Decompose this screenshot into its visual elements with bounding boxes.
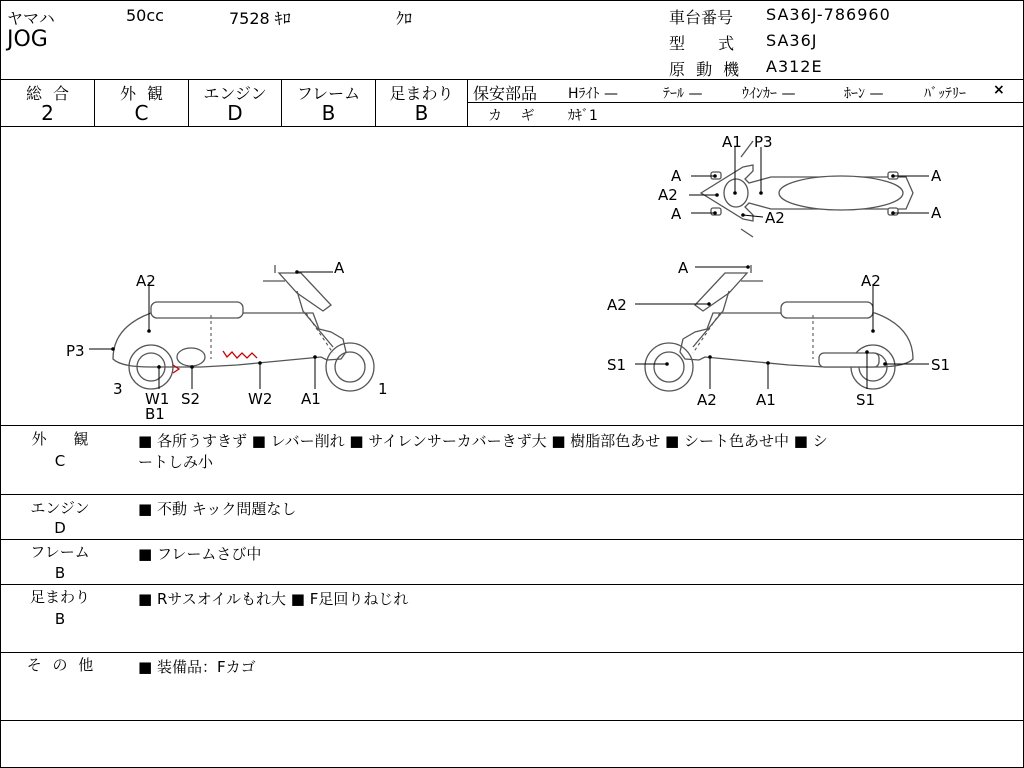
notes-grade-frame: B — [54, 564, 66, 582]
damage-code: A2 — [607, 296, 627, 314]
damage-code: A1 — [301, 390, 321, 408]
frame-no-value: SA36J-786960 — [766, 5, 891, 24]
grade-suspension-value: B — [414, 101, 429, 125]
grade-frame-label: フレーム — [296, 84, 361, 103]
damage-code: A — [931, 204, 942, 222]
grade-engine-label: エンジン — [203, 84, 267, 103]
divider — [1, 79, 1023, 80]
grade-exterior-label: 外 観 — [119, 84, 164, 103]
type-value: SA36J — [766, 31, 818, 50]
grade-exterior-value: C — [134, 101, 149, 125]
battery-missing-mark: × — [993, 82, 1005, 98]
safety-winker: ｳｲﾝｶｰ — — [742, 86, 796, 102]
damage-code: A2 — [765, 209, 785, 227]
grade-engine-value: D — [227, 101, 243, 125]
notes-grade-exterior: C — [54, 452, 66, 470]
damage-code: A — [678, 259, 689, 277]
damage-code: A — [671, 167, 682, 185]
frame-no-label: 車台番号 — [669, 8, 734, 27]
damage-code: A — [671, 205, 682, 223]
safety-horn: ﾎｰﾝ — — [844, 86, 884, 102]
safety-tail: ﾃｰﾙ — — [663, 86, 703, 102]
color-text: ｸﾛ — [396, 9, 413, 28]
damage-code: S1 — [931, 356, 951, 374]
notes-category-other: そ の 他 — [26, 656, 94, 674]
damage-code: A2 — [697, 391, 717, 409]
divider — [1, 652, 1023, 653]
safety-label: 保安部品 — [473, 84, 538, 103]
displacement-text: 50cc — [126, 6, 164, 25]
model-name: JOG — [7, 27, 48, 52]
damage-code: P3 — [66, 342, 85, 360]
damage-code: 1 — [378, 380, 388, 398]
grade-frame-value: B — [321, 101, 336, 125]
key-value: ｶｷﾞ1 — [568, 108, 598, 124]
damage-code: S2 — [181, 390, 201, 408]
key-label: カ ギ — [488, 108, 535, 124]
damage-code: B1 — [145, 405, 165, 423]
notes-text-suspension: ■ Rサスオイルもれ大 ■ F足回りねじれ — [138, 590, 409, 608]
damage-code: A2 — [861, 272, 881, 290]
damage-code: A2 — [136, 272, 156, 290]
damage-code: A1 — [722, 133, 742, 151]
notes-text-frame: ■ フレームさび中 — [138, 545, 262, 563]
divider — [1, 720, 1023, 721]
scooter-left-view — [66, 259, 388, 423]
divider — [1, 425, 1023, 426]
damage-code: W1 — [145, 390, 170, 408]
notes-text-exterior: ■ 各所うすきず ■ レバー削れ ■ サイレンサーカバーきず大 ■ 樹脂部色あせ ■ シート色あせ中 ■ シ — [138, 432, 828, 450]
grade-overall-value: 2 — [41, 101, 54, 125]
grade-suspension-label: 足まわり — [389, 84, 454, 103]
type-label: 型 式 — [669, 34, 735, 53]
notes-text-exterior-cont: ートしみ小 — [138, 453, 214, 471]
notes-category-exterior: 外 観 — [31, 430, 89, 448]
notes-category-frame: フレーム — [30, 543, 90, 561]
damage-code: A1 — [756, 391, 776, 409]
divider — [1, 494, 1023, 495]
notes-category-engine: エンジン — [30, 499, 90, 517]
damage-code: A — [334, 259, 345, 277]
grade-overall-label: 総 合 — [25, 84, 70, 103]
maker-text: ヤマハ — [7, 9, 55, 28]
scooter-top-view — [658, 133, 942, 237]
notes-grade-engine: D — [54, 519, 66, 537]
scooter-right-view — [607, 259, 950, 409]
engine-value: A312E — [766, 57, 823, 76]
mileage-text: 7528 ｷﾛ — [229, 9, 291, 28]
safety-headlight: Hﾗｲﾄ — — [568, 86, 618, 102]
damage-code: S1 — [856, 391, 876, 409]
notes-text-other: ■ 装備品：Fカゴ — [138, 658, 256, 676]
safety-battery: ﾊﾞｯﾃﾘｰ — [924, 86, 966, 102]
notes-grade-suspension: B — [54, 610, 66, 628]
divider — [1, 584, 1023, 585]
notes-text-engine: ■ 不動 キック問題なし — [138, 500, 297, 518]
damage-code: S1 — [607, 356, 627, 374]
damage-code: W2 — [248, 390, 273, 408]
damage-code: A — [931, 167, 942, 185]
damage-code: A2 — [658, 186, 678, 204]
damage-code: 3 — [113, 380, 123, 398]
divider — [1, 539, 1023, 540]
damage-diagram — [1, 127, 1023, 425]
notes-category-suspension: 足まわり — [29, 588, 90, 606]
engine-label: 原 動 機 — [669, 60, 740, 79]
damage-code: P3 — [754, 133, 773, 151]
